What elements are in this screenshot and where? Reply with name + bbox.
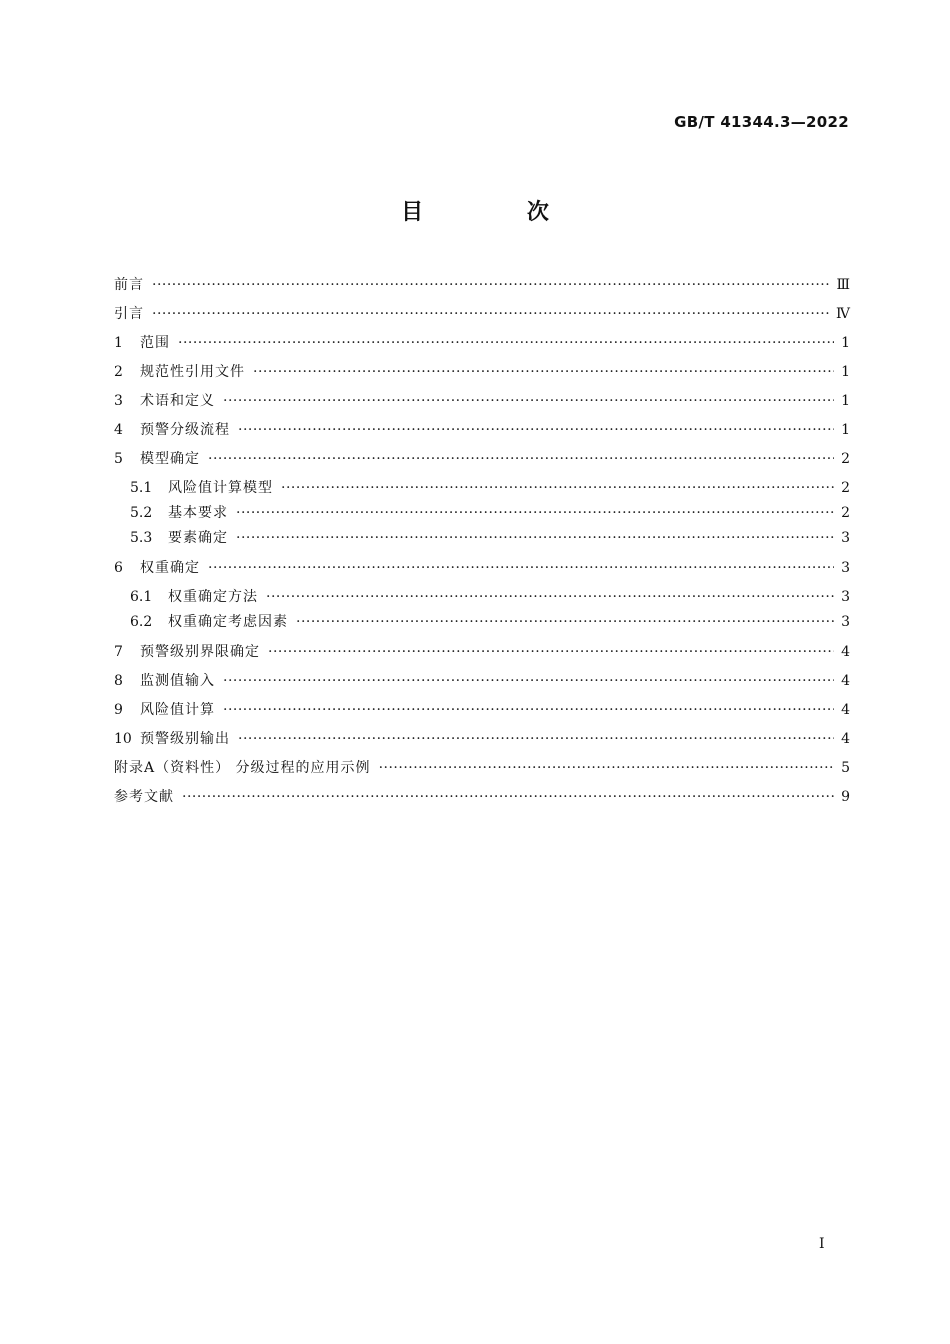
toc-leader-dots (208, 447, 834, 471)
toc-entry-page: 9 (841, 789, 850, 805)
toc-entry-label: 模型确定 (140, 451, 200, 467)
toc-entry-page: 2 (841, 451, 850, 467)
toc-entry-label: 权重确定方法 (168, 589, 258, 605)
toc-entry[interactable] (114, 476, 850, 501)
toc-entry[interactable] (114, 610, 850, 635)
table-of-contents (114, 273, 850, 814)
toc-entry[interactable] (114, 669, 850, 698)
toc-entry-page: 1 (841, 335, 850, 351)
toc-entry-page: 4 (841, 644, 850, 660)
toc-leader-dots (152, 273, 830, 297)
toc-entry[interactable] (114, 447, 850, 476)
toc-entry[interactable] (114, 302, 850, 331)
toc-entry-label: 权重确定考虑因素 (168, 614, 288, 630)
toc-leader-dots (223, 698, 834, 722)
standard-code: GB/T 41344.3—2022 (674, 113, 849, 131)
toc-entry-number: 5 (114, 451, 123, 467)
toc-entry-label: 监测值输入 (140, 673, 215, 689)
toc-entry-number: 7 (114, 644, 123, 660)
toc-entry-page: 1 (841, 393, 850, 409)
toc-entry-label: 风险值计算 (140, 702, 215, 718)
toc-entry[interactable] (114, 418, 850, 447)
toc-entry[interactable] (114, 273, 850, 302)
toc-entry-page: Ⅲ (836, 277, 850, 293)
toc-entry-label: 预警级别界限确定 (140, 644, 260, 660)
toc-leader-dots (178, 331, 834, 355)
toc-entry-label: 引言 (114, 306, 144, 322)
toc-entry-number: 4 (114, 422, 123, 438)
toc-entry[interactable] (114, 526, 850, 551)
toc-entry-number: 5.2 (130, 505, 153, 521)
toc-entry-page: 1 (841, 364, 850, 380)
toc-entry-page: 3 (841, 530, 850, 546)
toc-entry-number: 1 (114, 335, 123, 351)
toc-entry-label: 权重确定 (140, 560, 200, 576)
toc-leader-dots (238, 727, 834, 751)
toc-leader-dots (236, 526, 834, 550)
toc-leader-dots (253, 360, 834, 384)
toc-entry[interactable] (114, 501, 850, 526)
toc-entry[interactable] (114, 785, 850, 814)
toc-entry[interactable] (114, 360, 850, 389)
toc-entry[interactable] (114, 556, 850, 585)
toc-entry[interactable] (114, 698, 850, 727)
toc-entry-page: 2 (841, 505, 850, 521)
toc-entry-number: 6 (114, 560, 123, 576)
toc-entry-label: 术语和定义 (140, 393, 215, 409)
toc-entry-page: 4 (841, 731, 850, 747)
toc-entry-number: 9 (114, 702, 123, 718)
toc-entry[interactable] (114, 727, 850, 756)
toc-entry[interactable] (114, 585, 850, 610)
toc-entry-page: 5 (841, 760, 850, 776)
toc-leader-dots (223, 389, 834, 413)
toc-entry[interactable] (114, 640, 850, 669)
toc-entry-page: 3 (841, 614, 850, 630)
toc-entry-page: 1 (841, 422, 850, 438)
toc-entry-page: 4 (841, 673, 850, 689)
toc-entry-page: 4 (841, 702, 850, 718)
toc-entry-label: 范围 (140, 335, 170, 351)
toc-entry-label: 基本要求 (168, 505, 228, 521)
toc-entry-label: 前言 (114, 277, 144, 293)
toc-entry-label: 预警分级流程 (140, 422, 230, 438)
toc-entry-page: Ⅳ (836, 306, 850, 322)
toc-entry-page: 2 (841, 480, 850, 496)
toc-entry-number: 2 (114, 364, 123, 380)
toc-entry-page: 3 (841, 560, 850, 576)
toc-entry-number: 5.3 (130, 530, 153, 546)
toc-leader-dots (152, 302, 830, 326)
toc-leader-dots (296, 610, 834, 634)
page-number: I (819, 1236, 825, 1252)
toc-entry-label: 要素确定 (168, 530, 228, 546)
toc-entry[interactable] (114, 389, 850, 418)
toc-leader-dots (268, 640, 834, 664)
toc-entry-number: 8 (114, 673, 123, 689)
toc-entry[interactable] (114, 756, 850, 785)
toc-entry-label: 预警级别输出 (140, 731, 230, 747)
toc-entry-label: 附录A（资料性） 分级过程的应用示例 (114, 760, 371, 776)
toc-leader-dots (238, 418, 834, 442)
toc-entry-label: 风险值计算模型 (168, 480, 273, 496)
toc-entry-number: 5.1 (130, 480, 153, 496)
toc-leader-dots (223, 669, 834, 693)
toc-leader-dots (182, 785, 834, 809)
toc-entry-number: 6.1 (130, 589, 153, 605)
toc-entry-number: 10 (114, 731, 132, 747)
toc-leader-dots (236, 501, 834, 525)
toc-entry-number: 6.2 (130, 614, 153, 630)
toc-entry-number: 3 (114, 393, 123, 409)
toc-leader-dots (379, 756, 834, 780)
toc-leader-dots (208, 556, 834, 580)
toc-leader-dots (281, 476, 834, 500)
toc-entry-page: 3 (841, 589, 850, 605)
toc-entry-label: 参考文献 (114, 789, 174, 805)
toc-leader-dots (266, 585, 834, 609)
toc-entry-label: 规范性引用文件 (140, 364, 245, 380)
toc-title: 目 次 (401, 200, 597, 225)
toc-entry[interactable] (114, 331, 850, 360)
